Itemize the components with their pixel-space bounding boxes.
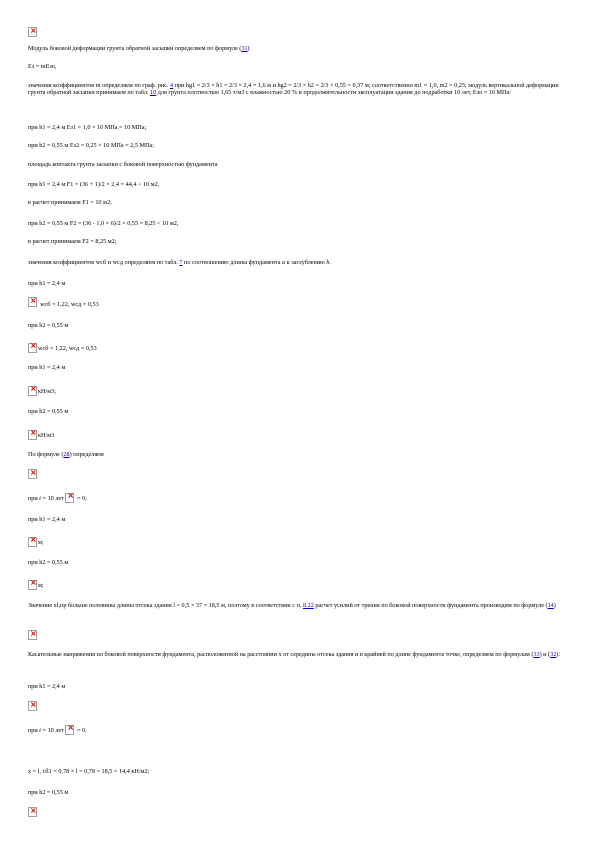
paragraph: ×м;: [28, 537, 44, 547]
broken-image-icon: [28, 27, 37, 37]
broken-image-icon: [65, 493, 74, 503]
figure-link[interactable]: 4: [170, 82, 174, 89]
paragraph: По формуле (28) определяем: [28, 451, 104, 458]
paragraph: при h2 = 0,55 м F2 = (36 - 1,0 × 6)/2 × 0,55 = 8,25 < 10 м2,: [28, 220, 179, 227]
table-link[interactable]: 7: [179, 259, 183, 266]
section-link[interactable]: 8.22: [303, 602, 314, 609]
paragraph: при h1 = 2,4 м Ез1 = 1,0 × 10 МПа = 10 МПа;: [28, 124, 147, 131]
paragraph: Модуль боковой деформации грунта обратной засыпки определяем по формуле (31): [28, 45, 250, 52]
paragraph: при h2 = 0,55 м: [28, 408, 69, 415]
paragraph: при h1 = 2,4 м: [28, 516, 66, 523]
paragraph: при h1 = 2,4 м: [28, 280, 66, 287]
paragraph: ×кН/м3: [28, 430, 54, 440]
broken-image-icon: [28, 580, 37, 590]
paragraph: при h1 = 2,4 м F1 = (36 + 1)/2 × 2,4 = 44,4 > 10 м2,: [28, 181, 160, 188]
paragraph: при t = 10 лет × = 0;: [28, 493, 87, 503]
table-link[interactable]: 10: [150, 89, 157, 96]
paragraph: ×м;: [28, 580, 44, 590]
paragraph: значения коэффициентов wсб и wсд определяем по табл. 7 по соотношению длины фундамента a к заглублению h.: [28, 259, 331, 266]
paragraph: wсб = 1,22, wсд = 0,53: [40, 301, 99, 308]
formula-text: Ез = mЕзо,: [28, 63, 57, 70]
paragraph: ×кН/м3;: [28, 386, 56, 396]
broken-image-icon: [28, 430, 37, 440]
paragraph: в расчет принимаем F2 = 8,25 м2;: [28, 238, 117, 245]
paragraph: при h2 = 0,55 м: [28, 322, 69, 329]
paragraph: при h2 = 0,55 м: [28, 789, 69, 796]
formula-link[interactable]: 14: [547, 602, 554, 609]
broken-image-icon: [28, 630, 37, 640]
paragraph: при h1 = 2,4 м: [28, 683, 66, 690]
paragraph: площадь контакта грунта засыпки с боковой поверхностью фундамента: [28, 161, 218, 168]
broken-image-icon: [28, 386, 37, 396]
paragraph: при t = 10 лет × = 0.: [28, 725, 87, 735]
broken-image-icon: [65, 725, 74, 735]
broken-image-icon: [28, 343, 37, 353]
paragraph: при h2 = 0,55 м Ез2 = 0,25 × 10 МПа = 2,5 МПа;: [28, 142, 154, 149]
broken-image-icon: [28, 297, 37, 307]
broken-image-icon: [28, 537, 37, 547]
formula-link[interactable]: 31: [241, 45, 248, 52]
paragraph: при h1 = 2,4 м: [28, 364, 66, 371]
paragraph: x = l, τfl1 = 0,78 × l = 0,78 × 18,5 = 14,4 кН/м2;: [28, 768, 150, 775]
broken-image-icon: [28, 701, 37, 711]
broken-image-icon: [28, 807, 37, 817]
broken-image-icon: [28, 469, 37, 479]
paragraph: в расчет принимаем F1 = 10 м2;: [28, 199, 112, 206]
formula-link[interactable]: 28: [63, 451, 70, 458]
paragraph: значения коэффициентов m определяем по граф. рис. 4 при hg1 = 2/3 × h1 = 2/3 × 2,4 = 1,6 м и hg2 = 2/3 × h2 = 2/3 × 0,55 = 0,37 м; соответственно m1 = 1,0, m2 = 0,25; модуль вертикальной деформации грунта обратной засыпки принимаем по табл. 10 для грунта плотностью 1,65 т/м3 с влажностью 20 % и продолжительности эксплуатации здания до подработки 10 лет, Езо = 10 МПа:: [28, 82, 559, 96]
paragraph: Касательные напряжения по боковой поверхности фундамента, расположенной на расстоянии x от середины отсека здания и в крайней по длине фундамента точке, определяем по формулам (33) и (32):: [28, 651, 561, 658]
paragraph: ×wсб = 1,22, wсд = 0,53: [28, 343, 97, 353]
formula-link[interactable]: 33: [533, 651, 540, 658]
paragraph: при h2 = 0,55 м: [28, 559, 69, 566]
formula-link[interactable]: 32: [550, 651, 557, 658]
paragraph: Значение xl,пр больше половины длины отсека здания l = 0,5 × 37 = 18,5 м, поэтому в соответствии с п. 8.22 расчет усилий от трения по боковой поверхности фундамента производим по формуле (14): [28, 602, 556, 609]
